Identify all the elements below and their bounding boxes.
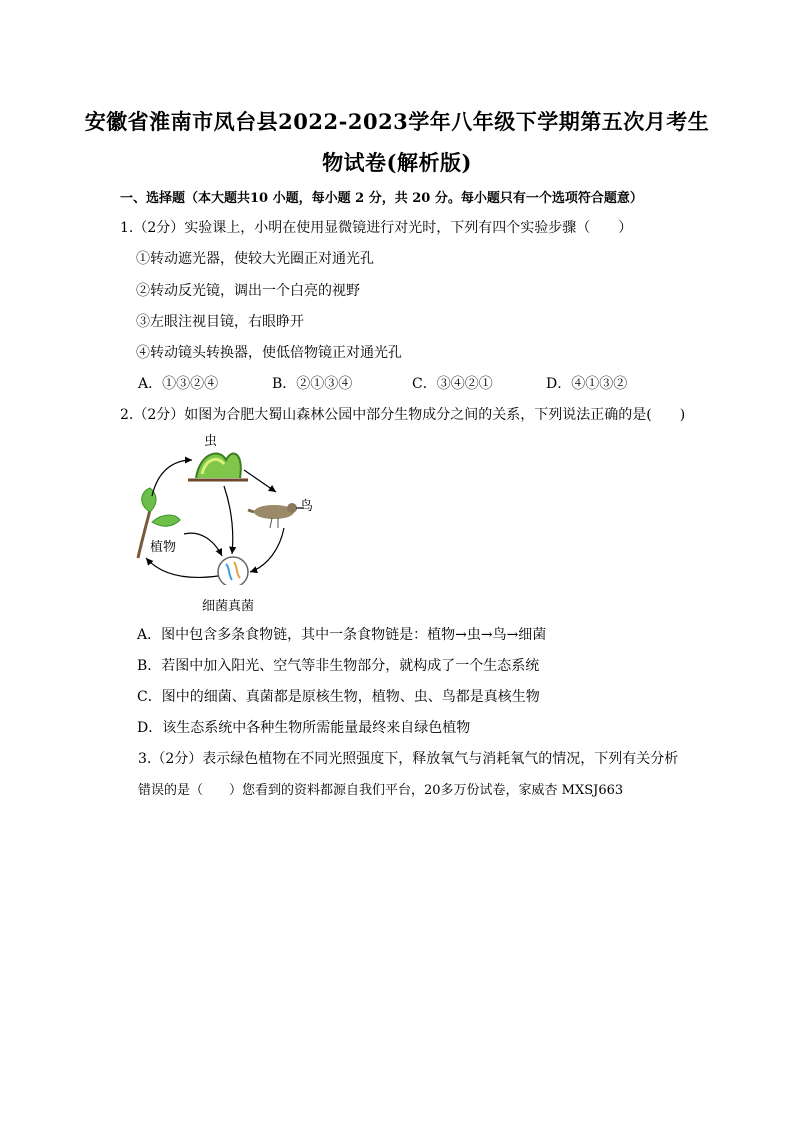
document-title-line1: 安徽省淮南市凤台县2022-2023学年八年级下学期第五次月考生	[84, 109, 710, 134]
document-title-line2: 物试卷(解析版)	[322, 150, 472, 175]
question-1-option-a: A．①③②④	[138, 376, 219, 392]
insect-icon	[188, 454, 248, 480]
question-2-option-c: C．图中的细菌、真菌都是原核生物，植物、虫、鸟都是真核生物	[137, 689, 540, 705]
question-1-step-4: ④转动镜头转换器，使低倍物镜正对通光孔	[136, 345, 402, 361]
food-web-figure	[128, 430, 328, 585]
question-1-step-1: ①转动遮光器，使较大光圈正对通光孔	[136, 251, 374, 267]
question-1-stem: 1.（2分）实验课上，小明在使用显微镜进行对光时，下列有四个实验步骤（ ）	[120, 220, 633, 236]
figure-label-plant: 植物	[150, 540, 177, 555]
question-2-option-b: B．若图中加入阳光、空气等非生物部分，就构成了一个生态系统	[137, 658, 540, 674]
figure-label-bird: 鸟	[300, 499, 314, 514]
question-1-option-c: C．③④②①	[412, 376, 493, 392]
question-1-option-d: D．④①③②	[546, 376, 628, 392]
question-1-option-b: B．②①③④	[272, 376, 353, 392]
question-3-stem-line1: 3.（2分）表示绿色植物在不同光照强度下，释放氧气与消耗氧气的情况，下列有关分析	[138, 751, 679, 767]
question-3-stem-line2: 错误的是（ ）您看到的资料都源自我们平台，20多万份试卷，家威杏 MXSJ663	[138, 783, 624, 798]
question-1-step-3: ③左眼注视目镜，右眼睁开	[136, 314, 304, 330]
bird-icon	[248, 503, 304, 528]
question-2-option-d: D．该生态系统中各种生物所需能量最终来自绿色植物	[137, 720, 471, 736]
figure-label-insect: 虫	[204, 434, 218, 449]
decomposer-icon	[218, 557, 248, 585]
question-2-option-a: A．图中包含多条食物链，其中一条食物链是：植物→虫→鸟→细菌	[137, 627, 547, 643]
section-heading: 一、选择题（本大题共10 小题，每小题 2 分，共 20 分。每小题只有一个选项符合题意）	[120, 191, 643, 206]
figure-label-decomposer: 细菌真菌	[202, 599, 255, 614]
question-2-stem: 2.（2分）如图为合肥大蜀山森林公园中部分生物成分之间的关系，下列说法正确的是( )	[120, 407, 686, 423]
question-1-step-2: ②转动反光镜，调出一个白亮的视野	[136, 283, 360, 299]
